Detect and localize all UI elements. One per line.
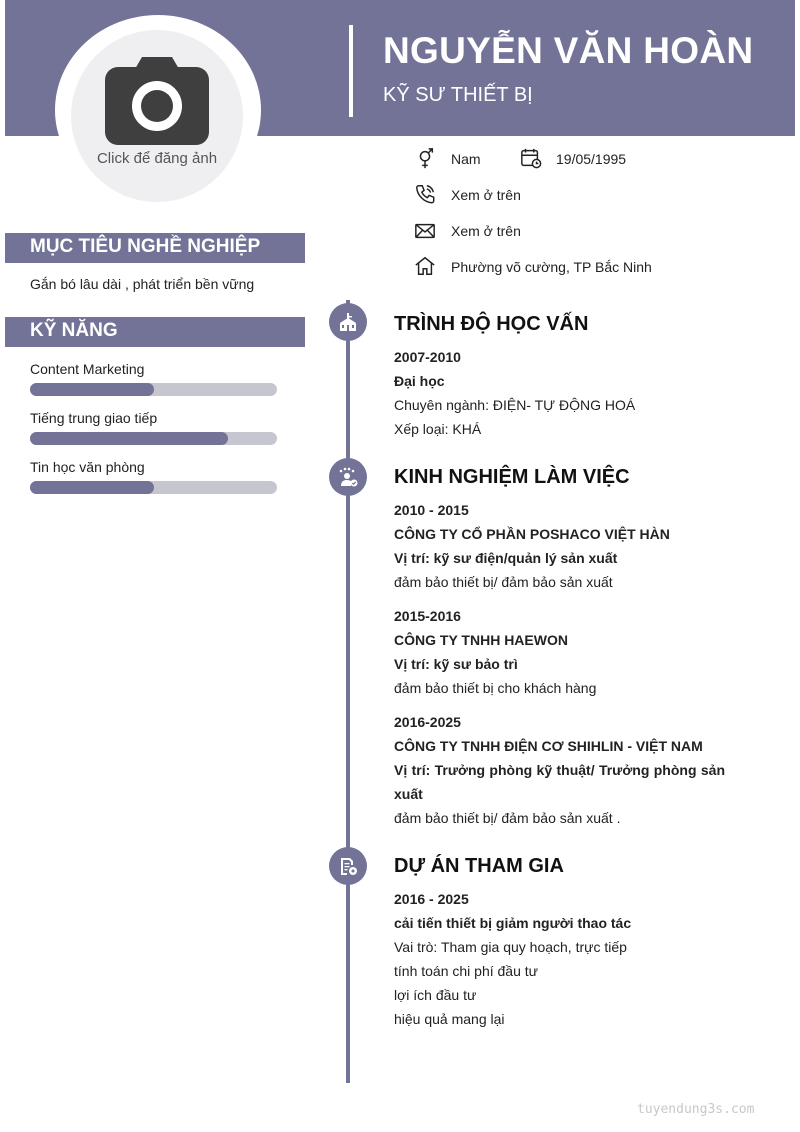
skill-bar [30, 383, 277, 396]
skill-name: Tiếng trung giao tiếp [30, 410, 158, 426]
objective-heading: MỤC TIÊU NGHỀ NGHIỆP [30, 236, 261, 257]
projects-marker [329, 847, 367, 885]
address-value: Phường võ cường, TP Bắc Ninh [451, 259, 652, 275]
project-detail: Vai trò: Tham gia quy hoạch, trực tiếp [394, 939, 627, 955]
camera-icon[interactable] [105, 55, 209, 145]
birthday-value: 19/05/1995 [556, 151, 627, 167]
skills-heading: KỸ NĂNG [30, 320, 118, 341]
experience-marker [329, 458, 367, 496]
education-degree: Đại học [394, 373, 445, 389]
header-divider [349, 25, 353, 117]
candidate-name: NGUYỄN VĂN HOÀN [383, 30, 754, 71]
skill-bar [30, 432, 277, 445]
gender-value: Nam [451, 151, 481, 167]
timeline-line [346, 300, 350, 1083]
gender-icon [414, 148, 436, 170]
job-period: 2010 - 2015 [394, 502, 469, 518]
projects-heading: DỰ ÁN THAM GIA [394, 855, 564, 877]
objective-text: Gắn bó lâu dài , phát triển bền vững [30, 276, 255, 292]
experience-heading: KINH NGHIỆM LÀM VIỆC [394, 466, 630, 488]
job-company: CÔNG TY CỔ PHẦN POSHACO VIỆT HÀN [394, 526, 670, 542]
education-heading: TRÌNH ĐỘ HỌC VẤN [394, 313, 589, 335]
email-value: Xem ở trên [451, 223, 521, 239]
skills-heading-bar [5, 317, 305, 347]
skill-bar [30, 481, 277, 494]
education-period: 2007-2010 [394, 349, 461, 365]
job-period: 2016-2025 [394, 714, 461, 730]
phone-value: Xem ở trên [451, 187, 521, 203]
calendar-icon [520, 147, 542, 169]
skill-bar-fill [30, 383, 154, 396]
project-name: cải tiến thiết bị giảm người thao tác [394, 915, 632, 931]
job-title: KỸ SƯ THIẾT BỊ [383, 84, 533, 106]
job-description: đảm bảo thiết bị/ đảm bảo sản xuất . [394, 810, 621, 826]
job-position: Vị trí: Trưởng phòng kỹ thuật/ Trưởng phòng sản xuất [394, 762, 725, 802]
job-period: 2015-2016 [394, 608, 461, 624]
skill-bar-fill [30, 432, 228, 445]
home-icon [414, 255, 436, 277]
project-document-icon [338, 856, 358, 876]
objective-heading-bar [5, 233, 305, 263]
project-detail: tính toán chi phí đầu tư [394, 963, 539, 979]
job-description: đảm bảo thiết bị/ đảm bảo sản xuất [394, 574, 613, 590]
avatar-upload-label[interactable]: Click để đăng ảnh [96, 150, 218, 167]
phone-icon [414, 183, 436, 205]
employee-rating-icon [338, 467, 358, 487]
job-company: CÔNG TY TNHH HAEWON [394, 632, 568, 648]
mail-icon [414, 220, 436, 242]
project-detail: hiệu quả mang lại [394, 1011, 505, 1027]
education-major: Chuyên ngành: ĐIỆN- TỰ ĐỘNG HOÁ [394, 397, 636, 413]
project-period: 2016 - 2025 [394, 891, 469, 907]
skill-name: Tin học văn phòng [30, 459, 145, 475]
job-position: Vị trí: kỹ sư bảo trì [394, 656, 518, 672]
school-icon [338, 312, 358, 332]
education-marker [329, 303, 367, 341]
skill-name: Content Marketing [30, 361, 145, 377]
project-detail: lợi ích đầu tư [394, 987, 477, 1003]
skill-bar-fill [30, 481, 154, 494]
watermark: tuyendung3s.com [637, 1102, 755, 1117]
job-description: đảm bảo thiết bị cho khách hàng [394, 680, 597, 696]
job-company: CÔNG TY TNHH ĐIỆN CƠ SHIHLIN - VIỆT NAM [394, 738, 703, 754]
education-grade: Xếp loại: KHÁ [394, 421, 482, 437]
job-position: Vị trí: kỹ sư điện/quản lý sản xuất [394, 550, 618, 566]
